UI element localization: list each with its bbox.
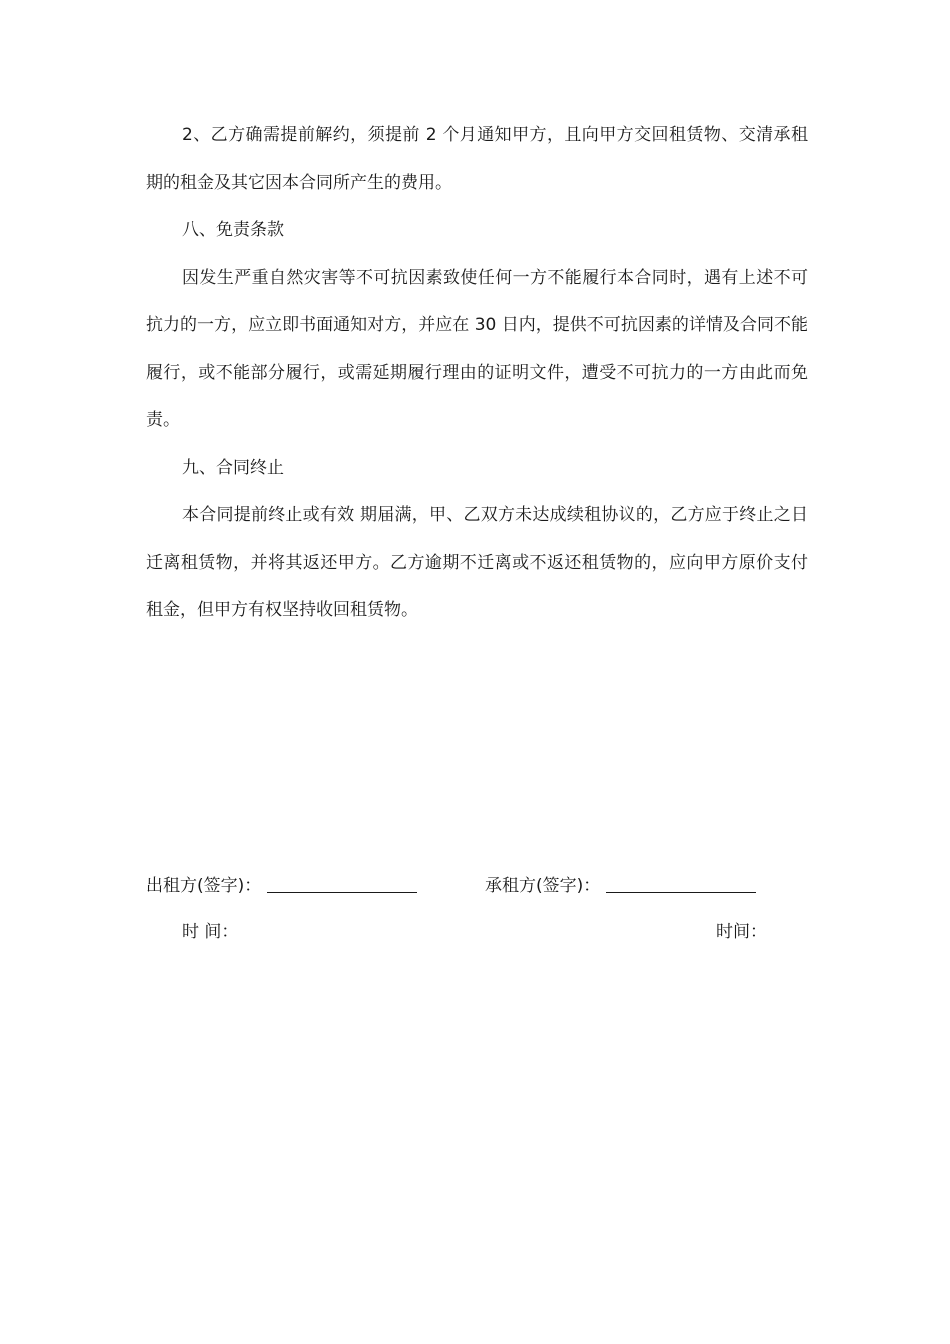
lessor-time-label: 时 间：: [182, 922, 239, 942]
heading-termination: 九、合同终止: [182, 457, 284, 478]
heading-exemption: 八、免责条款: [182, 220, 284, 240]
lessee-time-label: 时间：: [716, 922, 767, 942]
lessee-signature: [485, 870, 756, 902]
clause-force-majeure: 因发生严重自然灾害等不可抗因素致使任何一方不能履行本合同时，遇有上述不可抗力的一方，应立即书面通知对方，并应在 30 日内，提供不可抗因素的详情及合同不能履行，或不能部分履行，或需延期履行理由的证明文件，遭受不可抗力的一方由此而免责。: [146, 267, 808, 430]
clause-early-termination: 2、乙方确需提前解约，须提前 2 个月通知甲方，且向甲方交回租赁物、交清承租期的租金及其它因本合同所产生的费用。: [146, 125, 808, 193]
lessor-signature-line[interactable]: [267, 891, 417, 893]
time-row: [146, 917, 808, 947]
lessor-signature-label: 出租方(签字)：: [146, 876, 262, 896]
lessee-signature-label: 承租方(签字)：: [485, 876, 601, 896]
lessor-signature: [146, 870, 417, 902]
clause-contract-end: 本合同提前终止或有效 期届满，甲、乙双方未达成续租协议的，乙方应于终止之日迁离租赁物，并将其返还甲方。乙方逾期不迁离或不返还租赁物的，应向甲方原价支付租金，但甲方有权坚持收回租赁物。: [146, 505, 808, 620]
signature-row: [146, 870, 808, 902]
contract-body: [146, 112, 808, 635]
lessee-signature-line[interactable]: [606, 891, 756, 893]
